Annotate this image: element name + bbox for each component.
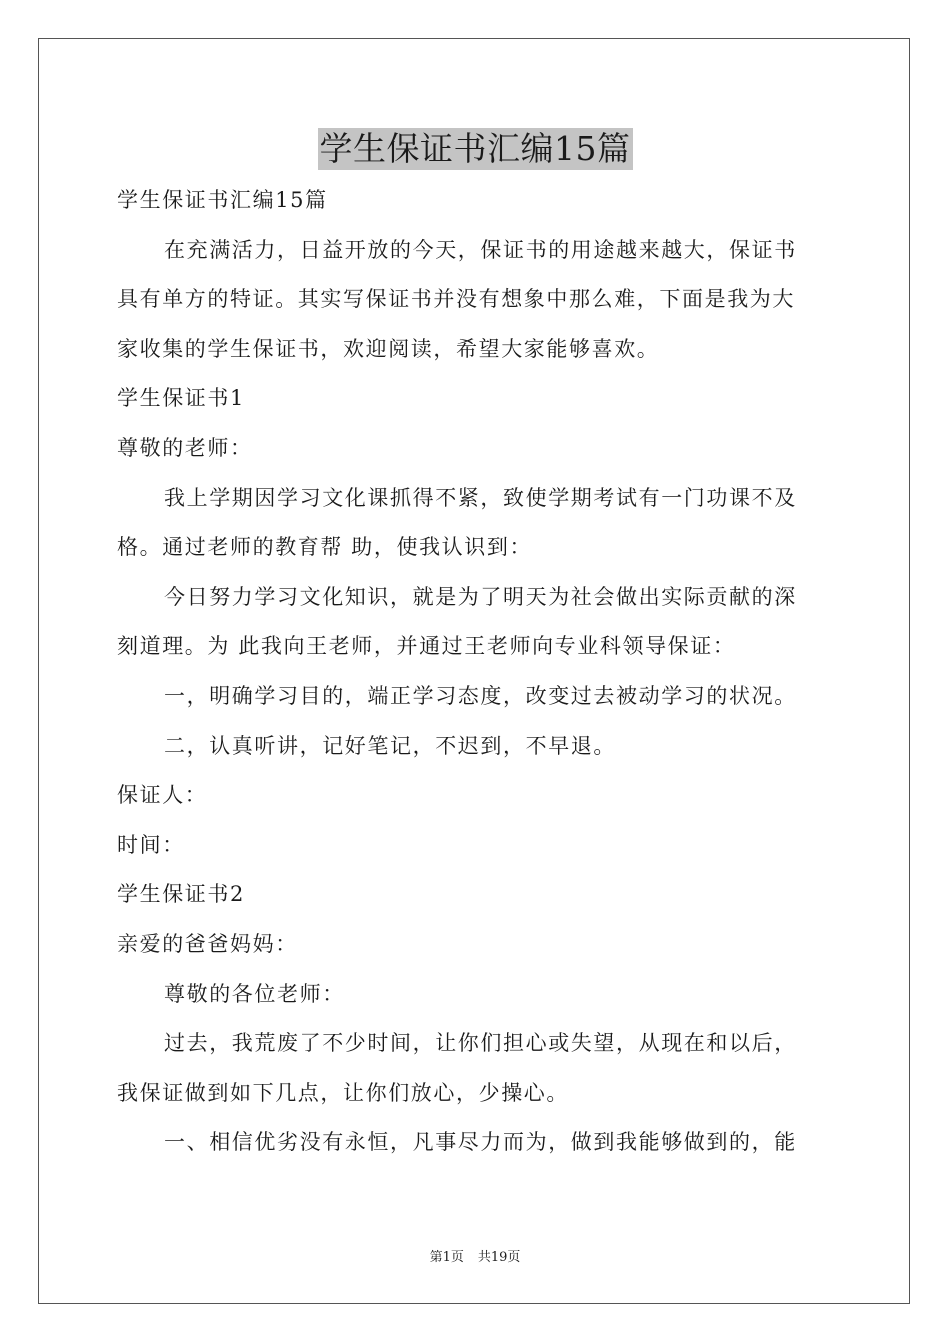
section-heading: 学生保证书2	[117, 882, 245, 907]
page-number: 第1页	[429, 1250, 464, 1265]
paragraph-line: 一，明确学习目的，端正学习态度，改变过去被动学习的状况。	[164, 683, 797, 708]
title-wrap	[0, 128, 950, 170]
page-footer	[0, 1246, 950, 1265]
paragraph-line: 刻道理。为 此我向王老师，并通过王老师向专业科领导保证：	[117, 634, 736, 659]
page-total: 共19页	[477, 1250, 521, 1265]
section-heading: 学生保证书1	[117, 386, 245, 411]
document-body	[117, 176, 833, 1168]
document-title: 学生保证书汇编15篇	[319, 129, 631, 168]
signature-label: 保证人：	[117, 783, 208, 808]
paragraph-line: 具有单方的特证。其实写保证书并没有想象中那么难，下面是我为大	[117, 287, 795, 312]
date-label: 时间：	[117, 832, 185, 857]
salutation: 亲爱的爸爸妈妈：	[117, 931, 298, 956]
paragraph-line: 学生保证书汇编15篇	[117, 188, 328, 212]
salutation: 尊敬的老师：	[117, 435, 253, 460]
paragraph-line: 我上学期因学习文化课抓得不紧，致使学期考试有一门功课不及	[164, 485, 797, 510]
paragraph-line: 二，认真听讲，记好笔记，不迟到，不早退。	[164, 733, 616, 758]
paragraph-line: 今日努力学习文化知识，就是为了明天为社会做出实际贡献的深	[164, 584, 797, 609]
paragraph-line: 家收集的学生保证书，欢迎阅读，希望大家能够喜欢。	[117, 336, 660, 361]
paragraph-line: 格。通过老师的教育帮 助，使我认识到：	[117, 535, 533, 560]
paragraph-line: 我保证做到如下几点，让你们放心，少操心。	[117, 1080, 569, 1105]
paragraph-line: 过去，我荒废了不少时间，让你们担心或失望，从现在和以后，	[164, 1031, 797, 1056]
salutation: 尊敬的各位老师：	[164, 981, 345, 1006]
paragraph-line: 一、相信优劣没有永恒，凡事尽力而为，做到我能够做到的，能	[164, 1130, 797, 1155]
paragraph-line: 在充满活力，日益开放的今天，保证书的用途越来越大，保证书	[164, 237, 797, 262]
